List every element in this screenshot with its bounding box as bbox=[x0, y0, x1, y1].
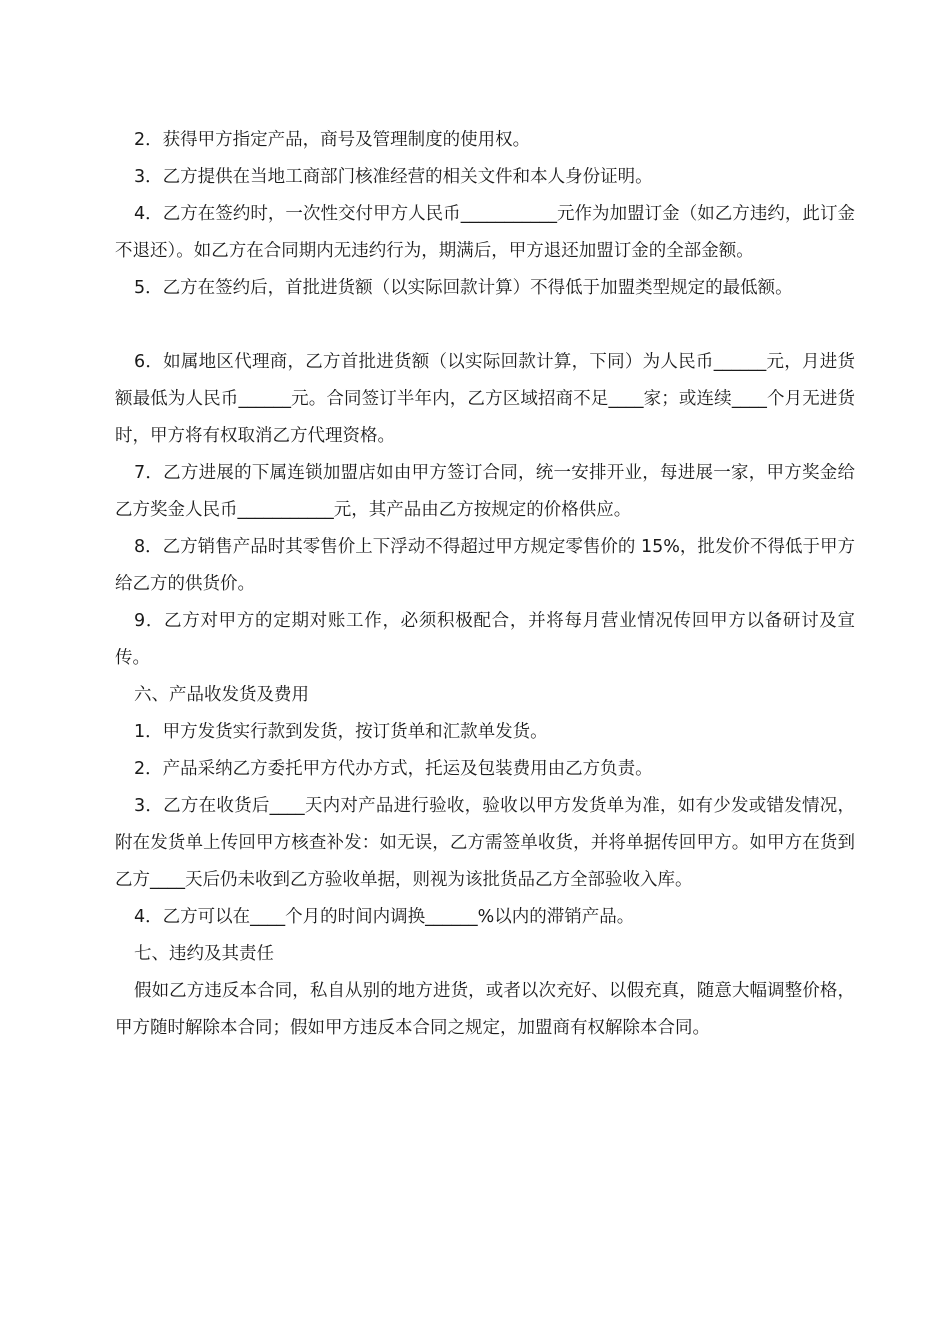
clause-4-deposit: 4．乙方在签约时，一次性交付甲方人民币___________元作为加盟订金（如乙方违约，此订金不退还）。如乙方在合同期内无违约行为，期满后，甲方退还加盟订金的全部金额。 bbox=[115, 204, 855, 261]
shipping-clause-2: 2．产品采纳乙方委托甲方代办方式，托运及包装费用由乙方负责。 bbox=[134, 759, 653, 779]
clause-8-pricing: 8．乙方销售产品时其零售价上下浮动不得超过甲方规定零售价的 15%，批发价不得低于甲方给乙方的供货价。 bbox=[115, 537, 855, 594]
section-heading-shipping: 六、产品收发货及费用 bbox=[134, 685, 309, 705]
paragraph-gap bbox=[115, 307, 855, 344]
clause-2-usage-rights: 2．获得甲方指定产品，商号及管理制度的使用权。 bbox=[134, 130, 531, 150]
clause-5-first-purchase: 5．乙方在签约后，首批进货额（以实际回款计算）不得低于加盟类型规定的最低额。 bbox=[134, 278, 793, 298]
section-heading-breach: 七、违约及其责任 bbox=[134, 944, 274, 964]
shipping-clause-4: 4．乙方可以在____个月的时间内调换______%以内的滞销产品。 bbox=[134, 907, 635, 927]
clause-7-franchise-bonus: 7．乙方进展的下属连锁加盟店如由甲方签订合同，统一安排开业，每进展一家，甲方奖金给乙方奖金人民币___________元，其产品由乙方按规定的价格供应。 bbox=[115, 463, 855, 520]
shipping-clause-1: 1．甲方发货实行款到发货，按订货单和汇款单发货。 bbox=[134, 722, 548, 742]
breach-clause: 假如乙方违反本合同，私自从别的地方进货，或者以次充好、以假充真，随意大幅调整价格，甲方随时解除本合同；假如甲方违反本合同之规定，加盟商有权解除本合同。 bbox=[115, 981, 855, 1038]
document-body bbox=[115, 122, 855, 1047]
clause-3-business-documents: 3．乙方提供在当地工商部门核准经营的相关文件和本人身份证明。 bbox=[134, 167, 653, 187]
clause-9-reconciliation: 9．乙方对甲方的定期对账工作，必须积极配合，并将每月营业情况传回甲方以备研讨及宣传。 bbox=[115, 611, 855, 668]
clause-6-regional-agent: 6．如属地区代理商，乙方首批进货额（以实际回款计算，下同）为人民币______元，月进货额最低为人民币______元。合同签订半年内，乙方区域招商不足____家；或连续____个月无进货时，甲方将有权取消乙方代理资格。 bbox=[115, 352, 855, 446]
shipping-clause-3: 3．乙方在收货后____天内对产品进行验收，验收以甲方发货单为准，如有少发或错发情况，附在发货单上传回甲方核查补发：如无误，乙方需签单收货，并将单据传回甲方。如甲方在货到乙方____天后仍未收到乙方验收单据，则视为该批货品乙方全部验收入库。 bbox=[115, 796, 855, 890]
